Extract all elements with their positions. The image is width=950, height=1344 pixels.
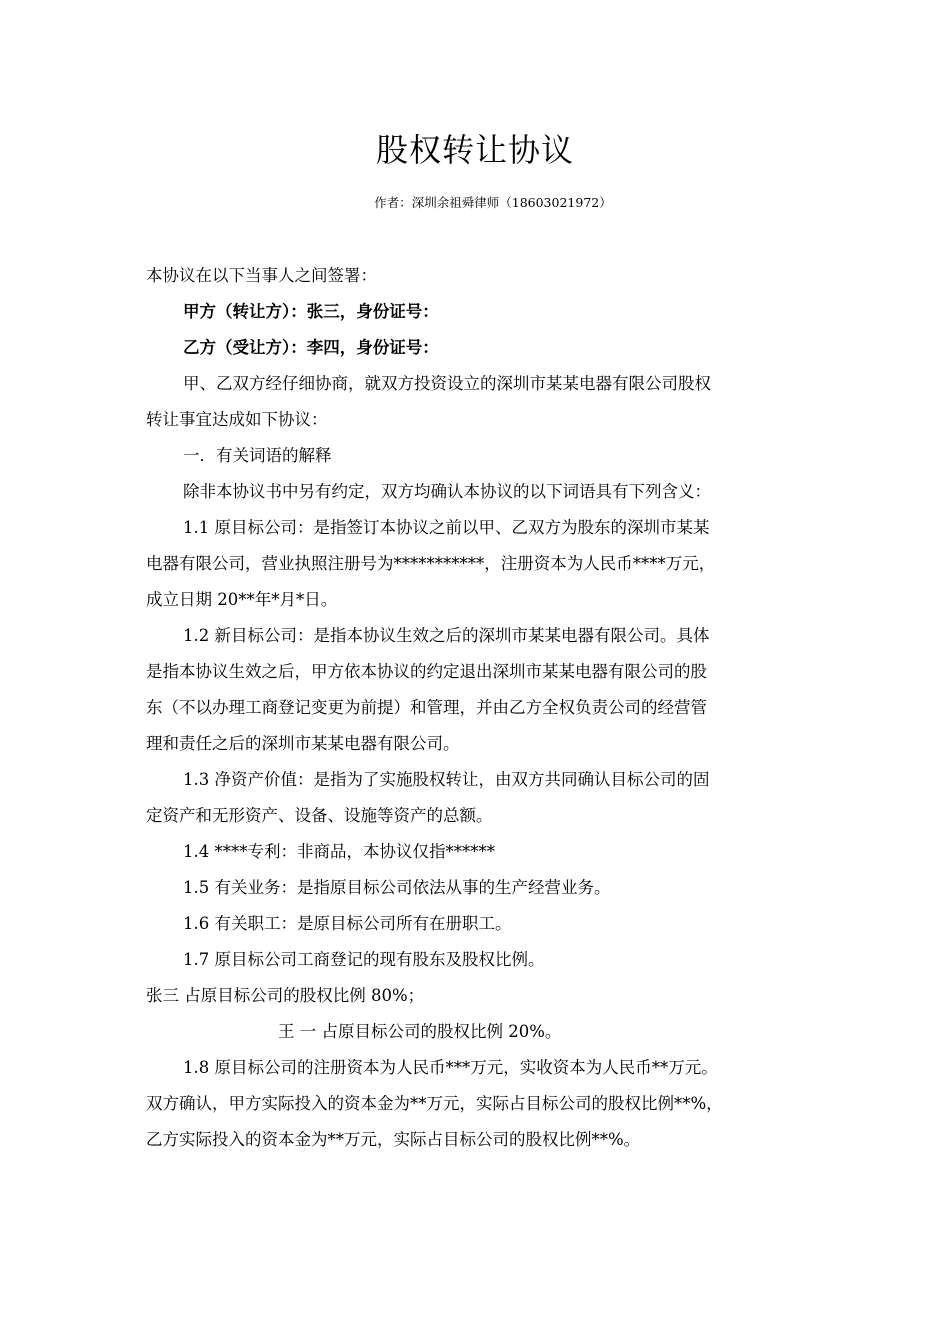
party-b-line: 乙方（受让方）：李四，身份证号： xyxy=(183,338,439,357)
clause-line: 乙方实际投入的资本金为**万元，实际占目标公司的股权比例**%。 xyxy=(146,1130,641,1149)
document-title: 股权转让协议 xyxy=(375,131,574,169)
clause-line: 定资产和无形资产、设备、设施等资产的总额。 xyxy=(146,806,493,825)
clause-line: 理和责任之后的深圳市某某电器有限公司。 xyxy=(146,734,460,753)
clause-line: 1.4 ****专利：非商品，本协议仅指****** xyxy=(183,842,495,861)
clause-line: 成立日期 20**年*月*日。 xyxy=(146,590,338,609)
clause-line: 是指本协议生效之后，甲方依本协议的约定退出深圳市某某电器有限公司的股 xyxy=(146,662,707,681)
clause-line: 1.8 原目标公司的注册资本为人民币***万元，实收资本为人民币**万元。 xyxy=(183,1058,718,1077)
clause-line: 1.5 有关业务：是指原目标公司依法从事的生产经营业务。 xyxy=(183,878,611,897)
section-heading: 一．有关词语的解释 xyxy=(183,446,332,465)
shareholder-line: 张三 占原目标公司的股权比例 80%； xyxy=(146,986,425,1005)
intro-line: 本协议在以下当事人之间签署： xyxy=(146,266,377,285)
clause-line: 东（不以办理工商登记变更为前提）和管理，并由乙方全权负责公司的经营管 xyxy=(146,698,707,717)
paragraph-line: 转让事宜达成如下协议： xyxy=(146,410,328,429)
clause-line: 双方确认，甲方实际投入的资本金为**万元，实际占目标公司的股权比例**%， xyxy=(146,1094,723,1113)
paragraph-line: 甲、乙双方经仔细协商，就双方投资设立的深圳市某某电器有限公司股权 xyxy=(183,374,711,393)
paragraph-line: 除非本协议书中另有约定，双方均确认本协议的以下词语具有下列含义： xyxy=(183,482,711,501)
clause-line: 1.2 新目标公司：是指本协议生效之后的深圳市某某电器有限公司。具体 xyxy=(183,626,710,645)
clause-line: 1.3 净资产价值：是指为了实施股权转让，由双方共同确认目标公司的固 xyxy=(183,770,710,789)
party-a-line: 甲方（转让方）：张三，身份证号： xyxy=(183,302,439,321)
author-line: 作者：深圳余祖舜律师（18603021972） xyxy=(374,195,612,210)
clause-line: 1.7 原目标公司工商登记的现有股东及股权比例。 xyxy=(183,950,545,969)
clause-line: 1.6 有关职工：是原目标公司所有在册职工。 xyxy=(183,914,512,933)
shareholder-line: 王 一 占原目标公司的股权比例 20%。 xyxy=(278,1022,562,1041)
clause-line: 电器有限公司，营业执照注册号为***********，注册资本为人民币****万元， xyxy=(146,554,716,573)
document-body xyxy=(146,258,816,1158)
clause-line: 1.1 原目标公司：是指签订本协议之前以甲、乙双方为股东的深圳市某某 xyxy=(183,518,710,537)
